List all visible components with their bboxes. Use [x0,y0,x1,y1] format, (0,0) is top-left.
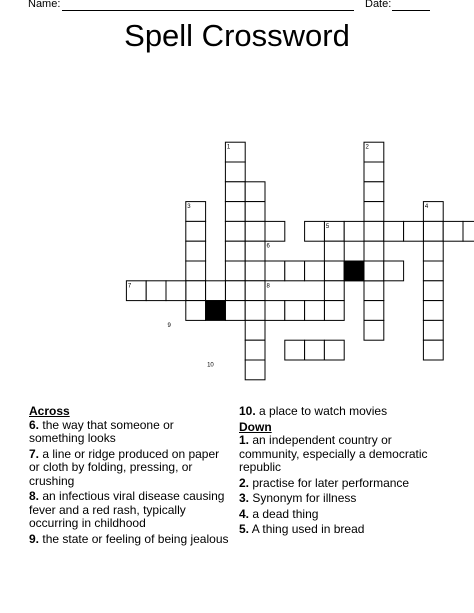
grid-cell[interactable] [245,202,265,222]
grid-cell[interactable] [423,320,443,340]
grid-cell[interactable] [364,241,384,261]
grid-cell[interactable] [423,340,443,360]
clue-down-4: 4. a dead thing [239,506,319,521]
grid-cell[interactable] [186,221,206,241]
clue-number-2: 2 [365,144,369,151]
grid-cell[interactable] [245,320,265,340]
grid-cell[interactable] [324,340,344,360]
clue-down-1: 1. an independent country or community, especially a democratic republic [239,433,428,474]
grid-cell[interactable] [265,301,285,321]
grid-cell[interactable] [225,281,245,301]
grid-cell[interactable] [364,182,384,202]
clues-left-column [29,405,229,548]
grid-cell[interactable] [225,202,245,222]
grid-cell[interactable] [166,281,186,301]
clue-across-9: 9. the state or feeling of being jealous [29,531,229,546]
clue-across-7: 7. a line or ridge produced on paper or cloth by folding, pressing, or crushing [29,446,220,488]
across-heading: Across [29,404,70,418]
grid-cell[interactable] [305,340,325,360]
grid-cell[interactable] [146,281,166,301]
grid-cell[interactable] [186,261,206,281]
clue-number-8: 8 [266,283,270,290]
grid-cell[interactable] [285,261,305,281]
grid-cell[interactable] [384,221,404,241]
grid-cell[interactable] [404,221,424,241]
clue-across-6: 6. the way that someone or something looks [29,417,174,445]
grid-cell[interactable] [384,261,404,281]
grid-cell[interactable] [285,301,305,321]
grid-cell[interactable] [364,301,384,321]
date-label: Date: [365,0,392,10]
clue-number-5: 5 [325,223,330,230]
grid-cell[interactable] [245,261,265,281]
grid-cell[interactable] [206,281,226,301]
grid-cell[interactable] [186,281,206,301]
grid-cell[interactable] [225,221,245,241]
grid-cell[interactable] [225,241,245,261]
grid-cell[interactable] [344,221,364,241]
grid-cell[interactable] [245,221,265,241]
grid-cell[interactable] [305,221,325,241]
down-heading: Down [239,419,272,434]
grid-cell[interactable] [225,301,245,321]
grid-cell[interactable] [423,281,443,301]
grid-cell[interactable] [364,320,384,340]
grid-cell[interactable] [423,301,443,321]
grid-cell[interactable] [463,221,474,241]
clue-number-4: 4 [424,204,429,211]
grid-cell[interactable] [443,221,463,241]
grid-cell[interactable] [423,261,443,281]
grid-cell[interactable] [364,202,384,222]
clue-across-10: 10. a place to watch movies [239,404,388,418]
clue-number-10: 10 [207,362,214,369]
clue-number-9: 9 [167,322,171,329]
grid-cell[interactable] [324,261,344,281]
grid-cell[interactable] [225,182,245,202]
clue-number-1: 1 [226,144,231,151]
grid-cell[interactable] [364,221,384,241]
name-label: Name: [28,0,61,10]
grid-cell[interactable] [186,301,206,321]
clue-number-6: 6 [266,243,270,250]
grid-cell[interactable] [364,162,384,182]
grid-cell[interactable] [225,162,245,182]
clue-down-2: 2. practise for later performance [239,475,410,490]
page-title: Spell Crossword [124,18,350,53]
grid-cell[interactable] [364,261,384,281]
grid-cell[interactable] [423,241,443,261]
grid-cell[interactable] [245,281,265,301]
grid-cell[interactable] [423,221,443,241]
grid-block-cell [206,301,226,321]
grid-cell[interactable] [225,261,245,281]
grid-cell[interactable] [265,221,285,241]
clues-right-column [239,405,449,539]
clue-number-3: 3 [187,204,191,211]
clue-down-3: 3. Synonym for illness [239,491,357,505]
grid-cell[interactable] [305,261,325,281]
grid-cell[interactable] [186,241,206,261]
grid-cell[interactable] [324,281,344,301]
grid-cell[interactable] [364,281,384,301]
grid-cell[interactable] [245,241,265,261]
grid-cell[interactable] [324,241,344,261]
grid-cell[interactable] [265,261,285,281]
grid-block-cell [344,261,364,281]
grid-cell[interactable] [245,340,265,360]
clue-number-7: 7 [127,283,132,290]
grid-cell[interactable] [285,340,305,360]
grid-cell[interactable] [305,301,325,321]
grid-cell[interactable] [245,301,265,321]
grid-cell[interactable] [245,182,265,202]
clue-down-5: 5. A thing used in bread [239,522,365,536]
grid-cell[interactable] [324,301,344,321]
grid-cell[interactable] [245,360,265,380]
clue-across-8: 8. an infectious viral disease causing fever and a red rash, typically occurring in childhood [29,489,225,530]
